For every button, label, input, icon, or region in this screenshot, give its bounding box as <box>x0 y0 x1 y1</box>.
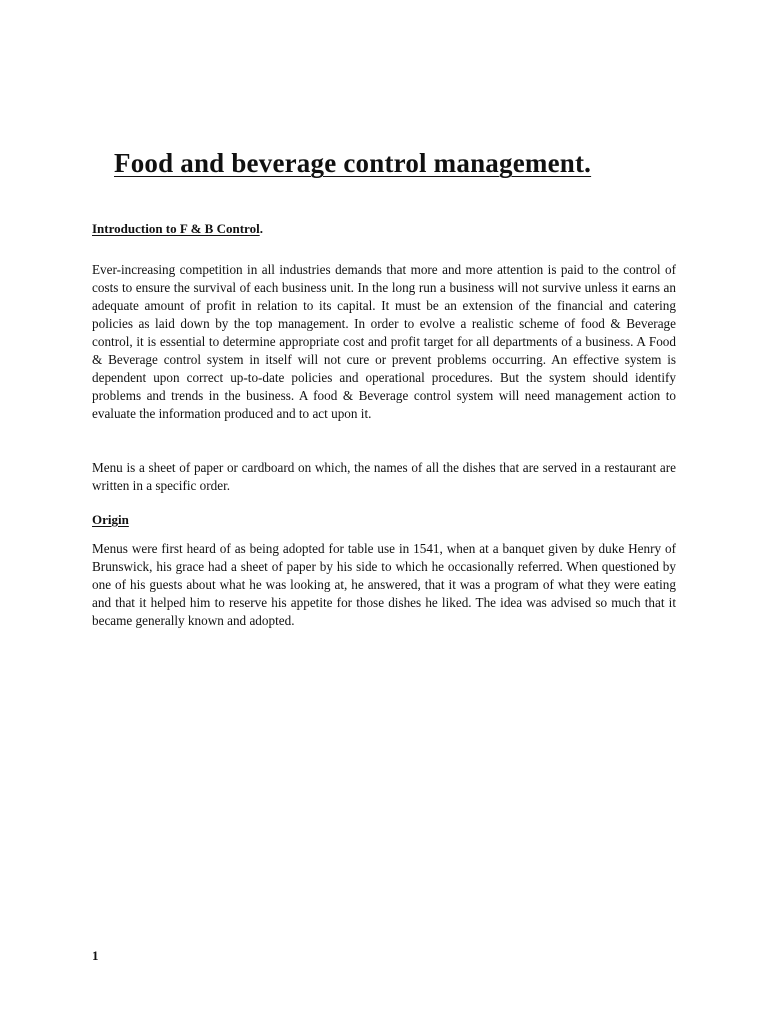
origin-paragraph: Menus were first heard of as being adopted for table use in 1541, when at a banquet given by duke Henry of Brunswick, his grace had a sheet of paper by his side to which he occasionally referred. When questioned by one of his guests about what he was looking at, he answered, that it was a program of what they were eating and that it helped him to reserve his appetite for those dishes he liked. The idea was advised so much that it became generally known and adopted. <box>92 541 676 628</box>
section-heading-intro <box>92 220 263 238</box>
section-heading-origin <box>92 511 129 529</box>
intro-paragraph: Ever-increasing competition in all industries demands that more and more attention is paid to the control of costs to ensure the survival of each business unit. In the long run a business will not survive unless it earns an adequate amount of profit in relation to its capital. It must be an extension of the financial and catering policies as laid down by the top management. In order to evolve a realistic scheme of food & Beverage control, it is essential to determine appropriate cost and profit target for all departments of a business. A Food & Beverage control system in itself will not cure or prevent problems occurring. An effective system is dependent upon correct up-to-date policies and operational procedures. But the system should identify problems and trends in the business. A food & Beverage control system will need management action to evaluate the information produced and to act upon it. <box>92 262 676 421</box>
section-heading-origin-text: Origin <box>92 512 129 527</box>
section-heading-intro-period: . <box>259 221 263 236</box>
section-heading-intro-text: Introduction to F & B Control <box>92 221 260 236</box>
menu-definition-paragraph: Menu is a sheet of paper or cardboard on which, the names of all the dishes that are served in a restaurant are written in a specific order. <box>92 460 676 493</box>
page-number: 1 <box>92 948 99 963</box>
document-title: Food and beverage control management. <box>114 148 592 178</box>
